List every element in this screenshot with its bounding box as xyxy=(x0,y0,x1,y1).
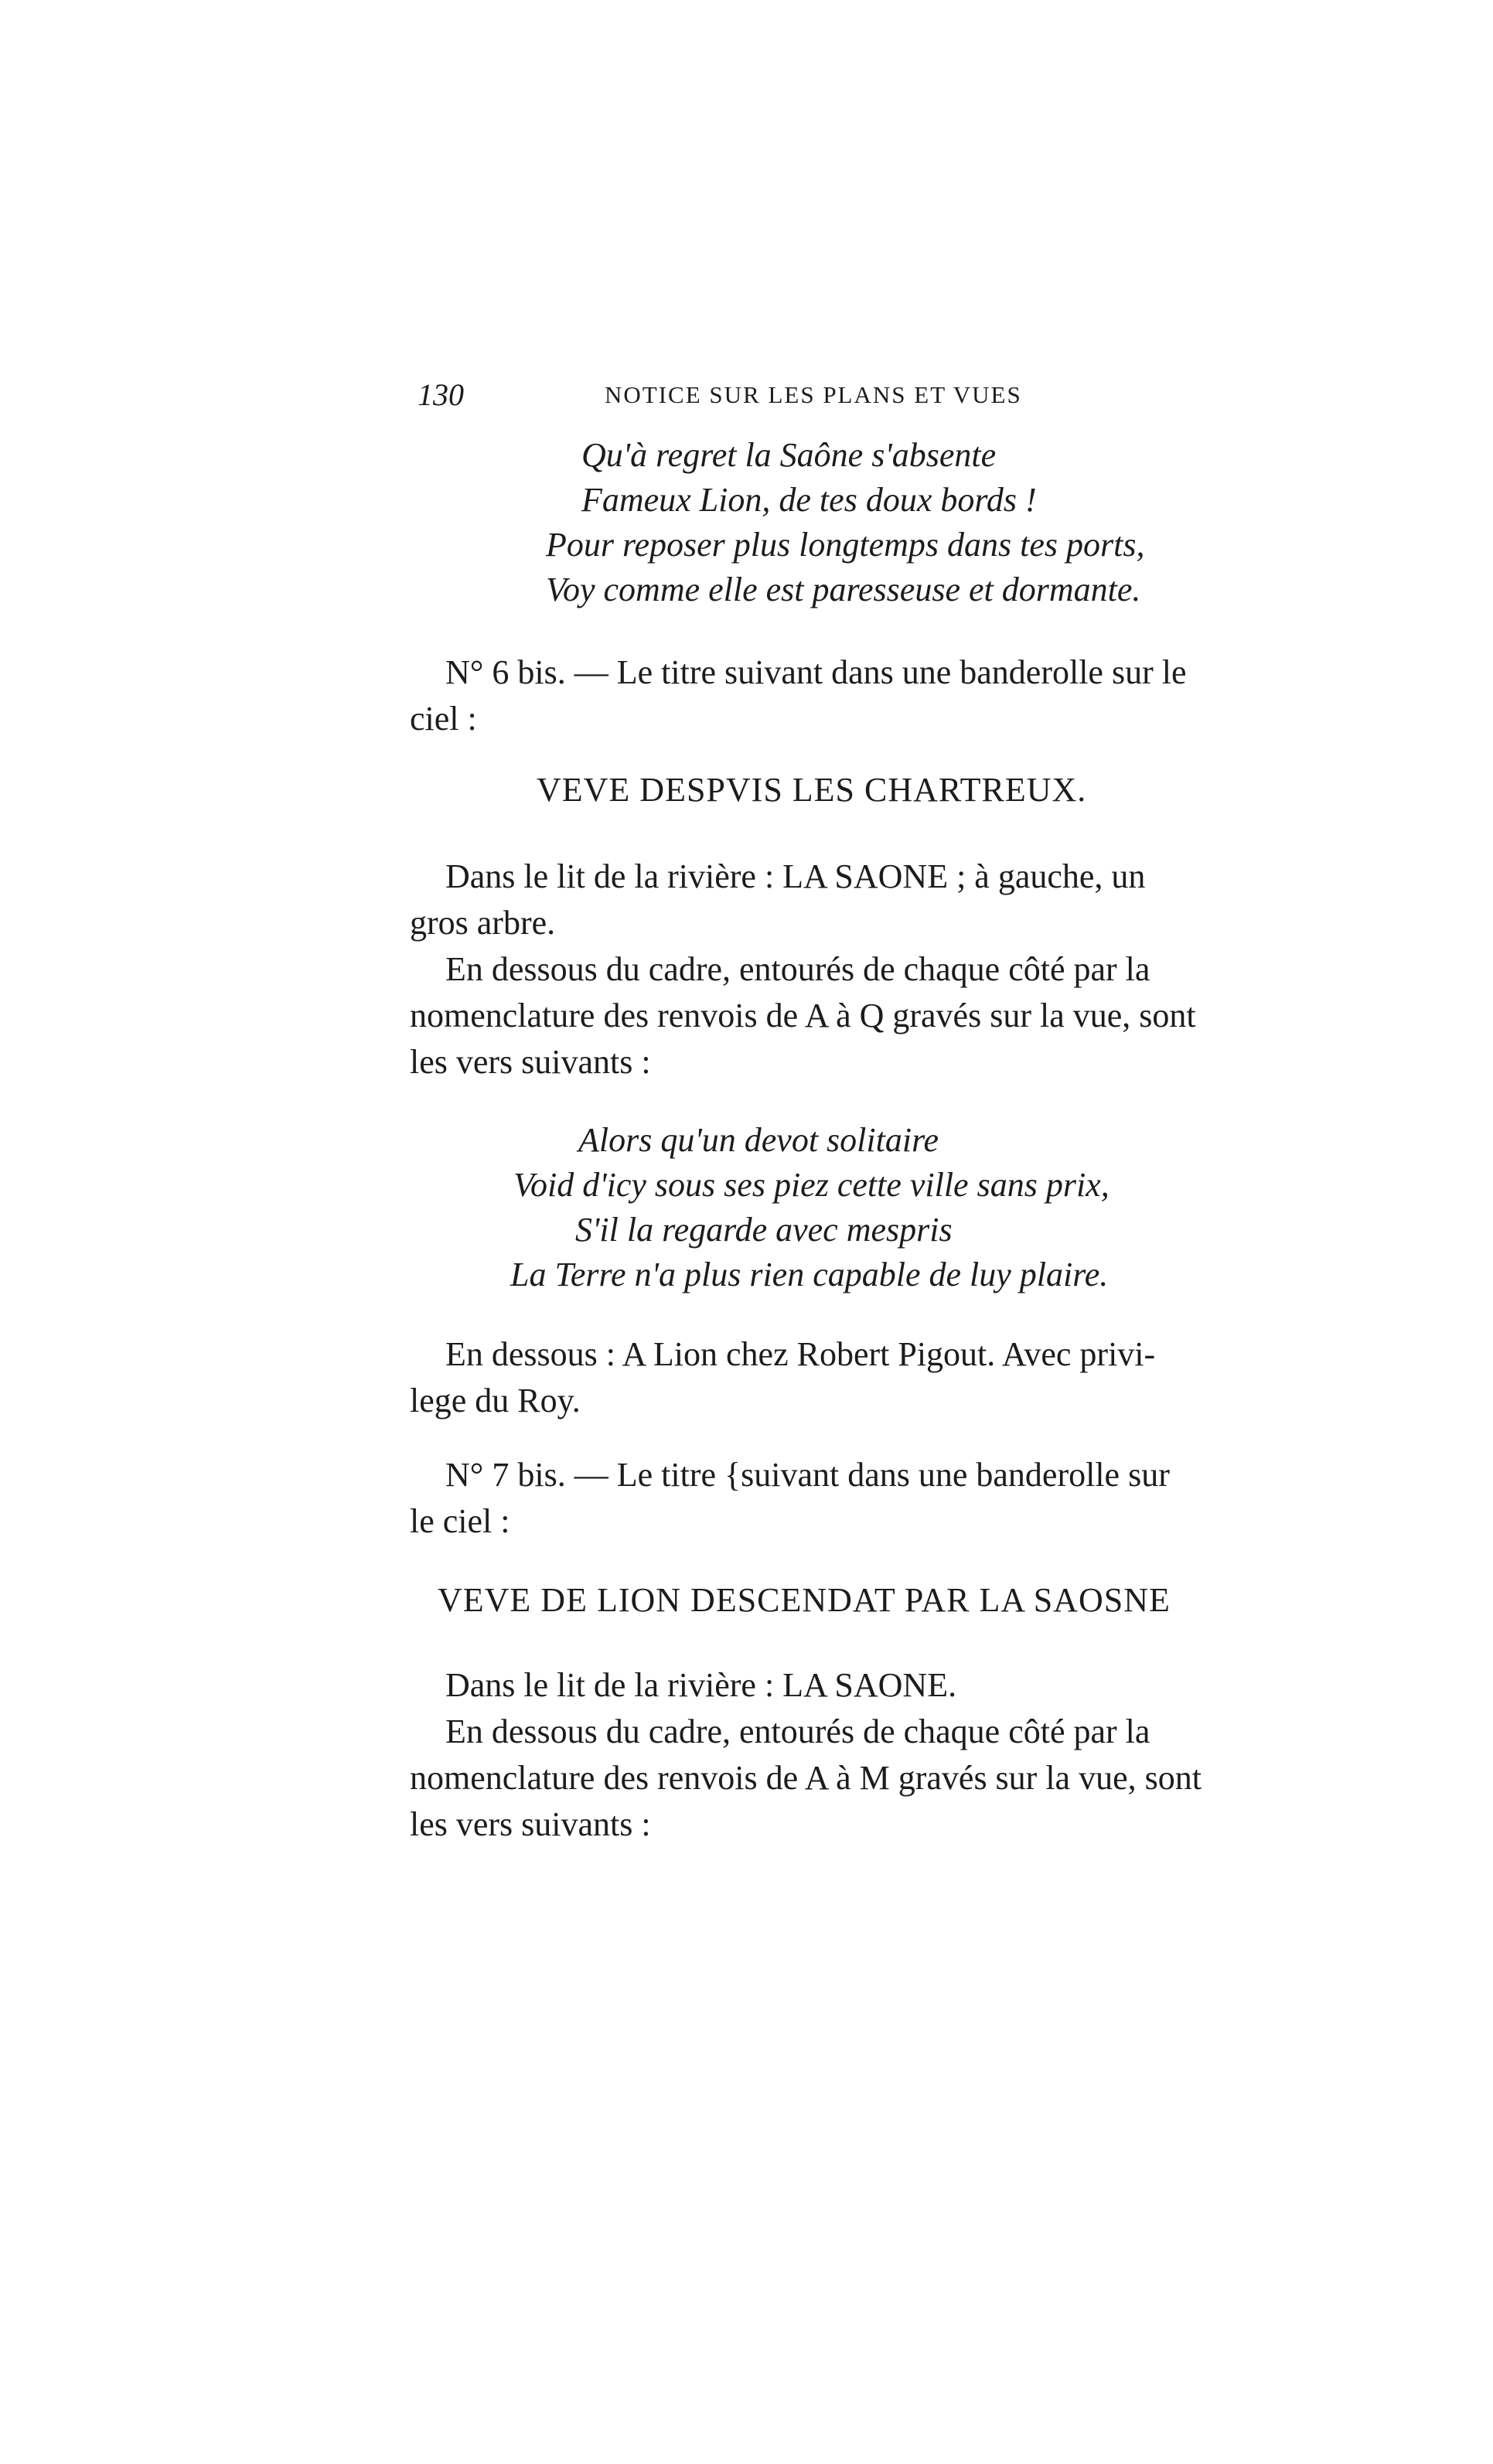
paragraph-line: le ciel : xyxy=(410,1502,510,1540)
paragraph-line: Dans le lit de la rivière : LA SAONE ; à gauche, un xyxy=(445,857,1146,895)
verse-line: Qu'à regret la Saône s'absente xyxy=(581,436,997,474)
paragraph-line: nomenclature des renvois de A à Q gravés sur la vue, sont xyxy=(410,997,1196,1034)
verse-line: Fameux Lion, de tes doux bords ! xyxy=(581,481,1037,519)
verse-line: Voy comme elle est paresseuse et dormante. xyxy=(546,571,1141,608)
entry-7bis-body xyxy=(410,1662,1246,1848)
paragraph-line: ciel : xyxy=(410,700,477,738)
verse-line: Pour reposer plus longtemps dans tes ports, xyxy=(546,526,1145,564)
paragraph-line: En dessous du cadre, entourés de chaque côté par la xyxy=(445,1713,1150,1750)
view-title: VEVE DE LION DESCENDAT PAR LA SAOSNE xyxy=(438,1581,1171,1619)
verse-line: S'il la regarde avec mespris xyxy=(575,1211,953,1249)
paragraph-line: Dans le lit de la rivière : LA SAONE. xyxy=(445,1666,957,1704)
paragraph-line: N° 7 bis. — Le titre {suivant dans une banderolle sur xyxy=(445,1456,1170,1494)
entry-7bis-intro xyxy=(410,1452,1246,1545)
paragraph-line: gros arbre. xyxy=(410,904,556,942)
entry-6bis-imprint xyxy=(410,1331,1246,1424)
paragraph-line: En dessous : A Lion chez Robert Pigout. Avec privi- xyxy=(445,1335,1156,1373)
paragraph-line: En dessous du cadre, entourés de chaque côté par la xyxy=(445,950,1150,988)
paragraph-line: les vers suivants : xyxy=(410,1043,651,1081)
view-title: VEVE DESPVIS LES CHARTREUX. xyxy=(537,771,1087,809)
verse-line: Alors qu'un devot solitaire xyxy=(578,1121,939,1159)
paragraph-line: N° 6 bis. — Le titre suivant dans une banderolle sur le xyxy=(445,653,1187,691)
running-title: NOTICE SUR LES PLANS ET VUES xyxy=(605,381,1022,408)
verse-line: Void d'icy sous ses piez cette ville sans prix, xyxy=(513,1166,1110,1204)
page-number: 130 xyxy=(418,377,464,412)
paragraph-line: lege du Roy. xyxy=(410,1382,581,1419)
paragraph-line: les vers suivants : xyxy=(410,1805,651,1843)
paragraph-line: nomenclature des renvois de A à M gravés sur la vue, sont xyxy=(410,1759,1202,1797)
verse-line: La Terre n'a plus rien capable de luy plaire. xyxy=(510,1256,1109,1293)
entry-6bis-intro xyxy=(410,649,1246,742)
entry-6bis-body xyxy=(410,854,1246,1085)
